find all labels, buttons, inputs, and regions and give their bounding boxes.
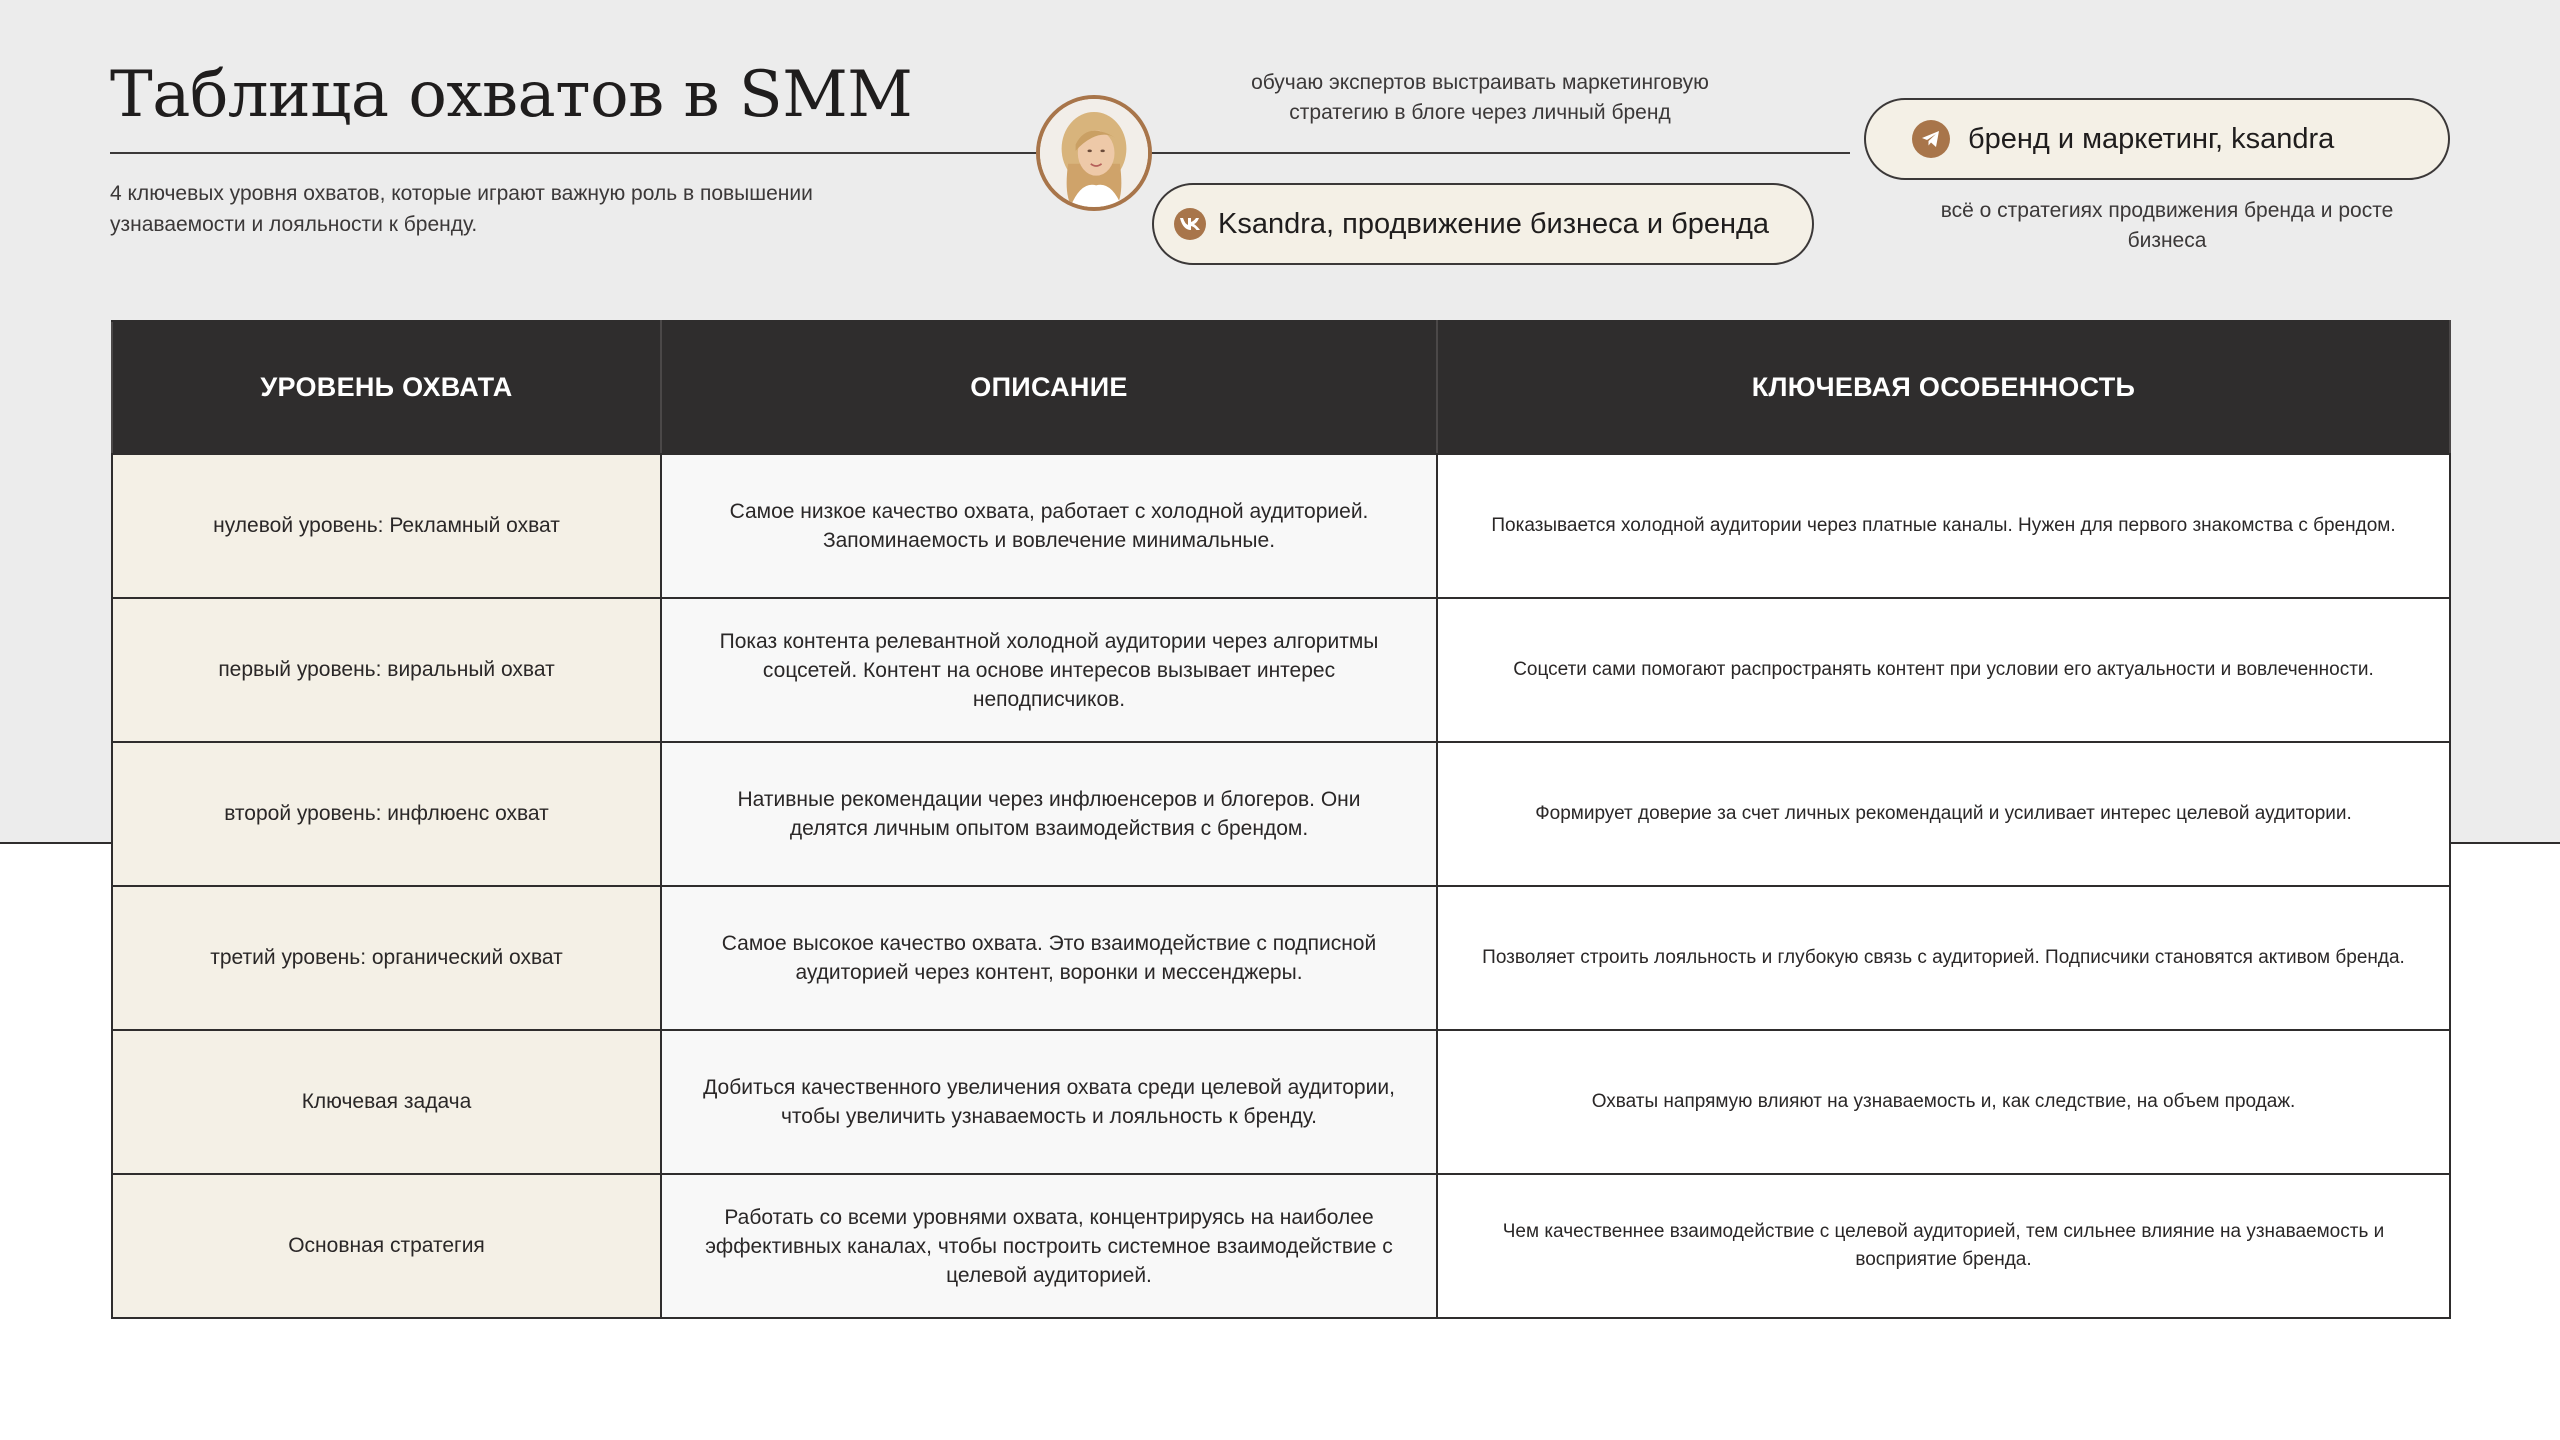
feature-cell: Позволяет строить лояльность и глубокую связь с аудиторией. Подписчики становятся активом бренда. — [1437, 886, 2450, 1030]
feature-cell: Соцсети сами помогают распространять контент при условии его актуальности и вовлеченности. — [1437, 598, 2450, 742]
vk-link-label: Ksandra, продвижение бизнеса и бренда — [1218, 207, 1770, 240]
level-cell: третий уровень: органический охват — [112, 886, 661, 1030]
table-row — [112, 1030, 2450, 1174]
feature-cell: Охваты напрямую влияют на узнаваемость и, как следствие, на объем продаж. — [1437, 1030, 2450, 1174]
table-header-row — [112, 321, 2450, 454]
author-tagline: обучаю экспертов выстраивать маркетинговую стратегию в блоге через личный бренд — [1251, 71, 1709, 124]
telegram-icon — [1912, 120, 1950, 158]
telegram-link-button[interactable] — [1864, 98, 2450, 180]
header-divider-right — [1148, 152, 1850, 154]
page-subtitle: 4 ключевых уровня охватов, которые играют важную роль в повышении узнаваемости и лояльности к бренду. — [110, 182, 813, 236]
vk-link-button[interactable] — [1152, 183, 1814, 265]
column-header-level: УРОВЕНЬ ОХВАТА — [112, 321, 661, 454]
header-divider-left — [110, 152, 1040, 154]
table-row — [112, 454, 2450, 598]
level-cell: второй уровень: инфлюенс охват — [112, 742, 661, 886]
table-row — [112, 886, 2450, 1030]
description-cell: Самое низкое качество охвата, работает с холодной аудиторией. Запоминаемость и вовлечение минимальные. — [661, 454, 1437, 598]
feature-cell: Формирует доверие за счет личных рекомендаций и усиливает интерес целевой аудитории. — [1437, 742, 2450, 886]
level-cell: Ключевая задача — [112, 1030, 661, 1174]
table-row — [112, 1174, 2450, 1318]
telegram-link-label: бренд и маркетинг, ksandra — [1968, 122, 2335, 155]
level-cell: первый уровень: виральный охват — [112, 598, 661, 742]
reach-levels-table — [111, 320, 2451, 1319]
feature-cell: Чем качественнее взаимодействие с целевой аудиторией, тем сильнее влияние на узнаваемость и восприятие бренда. — [1437, 1174, 2450, 1318]
description-cell: Самое высокое качество охвата. Это взаимодействие с подписной аудиторией через контент, воронки и мессенджеры. — [661, 886, 1437, 1030]
avatar — [1036, 95, 1152, 211]
table-row — [112, 598, 2450, 742]
feature-cell: Показывается холодной аудитории через платные каналы. Нужен для первого знакомства с брендом. — [1437, 454, 2450, 598]
table-row — [112, 742, 2450, 886]
vk-icon — [1174, 208, 1206, 240]
description-cell: Работать со всеми уровнями охвата, концентрируясь на наиболее эффективных каналах, чтобы построить системное взаимодействие с целевой аудиторией. — [661, 1174, 1437, 1318]
level-cell: нулевой уровень: Рекламный охват — [112, 454, 661, 598]
page-title: Таблица охватов в SMM — [110, 58, 913, 132]
telegram-caption: всё о стратегиях продвижения бренда и росте бизнеса — [1940, 199, 2394, 252]
level-cell: Основная стратегия — [112, 1174, 661, 1318]
description-cell: Добиться качественного увеличения охвата среди целевой аудитории, чтобы увеличить узнаваемость и лояльность к бренду. — [661, 1030, 1437, 1174]
description-cell: Нативные рекомендации через инфлюенсеров и блогеров. Они делятся личным опытом взаимодействия с брендом. — [661, 742, 1437, 886]
column-header-feature: КЛЮЧЕВАЯ ОСОБЕННОСТЬ — [1437, 321, 2450, 454]
description-cell: Показ контента релевантной холодной аудитории через алгоритмы соцсетей. Контент на основе интересов вызывает интерес неподписчиков. — [661, 598, 1437, 742]
avatar-portrait-icon — [1040, 99, 1148, 207]
column-header-description: ОПИСАНИЕ — [661, 321, 1437, 454]
